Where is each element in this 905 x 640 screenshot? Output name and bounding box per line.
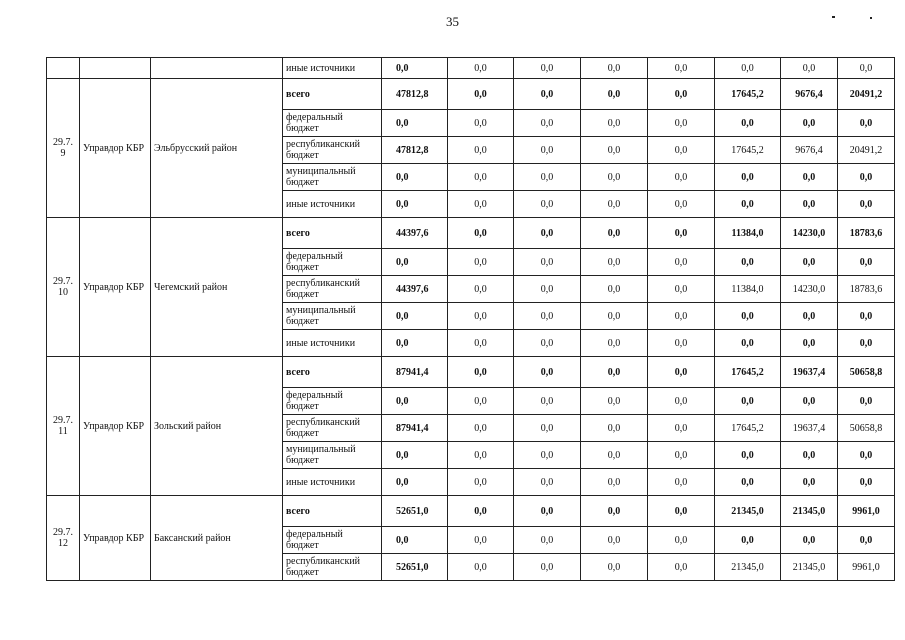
amount-cell: 0,0 xyxy=(514,469,581,496)
table-row xyxy=(47,357,895,388)
item-code-cell: 29.7. 9 xyxy=(47,79,80,218)
amount-cell: 0,0 xyxy=(581,469,648,496)
amount-cell: 11384,0 xyxy=(715,276,781,303)
amount-cell: 20491,2 xyxy=(838,79,895,110)
amount-cell: 21345,0 xyxy=(781,496,838,527)
amount-cell: 0,0 xyxy=(448,164,514,191)
funding-source-cell: республиканский бюджет xyxy=(283,415,382,442)
district-cell: Зольский район xyxy=(151,357,283,496)
page-number: 35 xyxy=(446,14,459,29)
amount-cell: 0,0 xyxy=(382,164,448,191)
amount-cell: 0,0 xyxy=(648,249,715,276)
funding-source-cell: всего xyxy=(283,357,382,388)
amount-cell: 87941,4 xyxy=(382,357,448,388)
amount-cell: 0,0 xyxy=(382,527,448,554)
amount-cell: 0,0 xyxy=(715,442,781,469)
amount-cell: 0,0 xyxy=(581,388,648,415)
amount-cell: 0,0 xyxy=(514,164,581,191)
amount-cell: 9676,4 xyxy=(781,79,838,110)
amount-cell: 0,0 xyxy=(448,191,514,218)
amount-cell: 21345,0 xyxy=(715,496,781,527)
funding-source-cell: федеральный бюджет xyxy=(283,527,382,554)
amount-cell: 0,0 xyxy=(648,276,715,303)
amount-cell: 0,0 xyxy=(448,527,514,554)
amount-cell: 0,0 xyxy=(448,137,514,164)
amount-cell: 0,0 xyxy=(838,58,895,79)
amount-cell: 0,0 xyxy=(781,330,838,357)
amount-cell: 0,0 xyxy=(781,527,838,554)
amount-cell: 0,0 xyxy=(648,79,715,110)
amount-cell: 0,0 xyxy=(581,357,648,388)
item-code-cell: 29.7. 11 xyxy=(47,357,80,496)
amount-cell: 0,0 xyxy=(715,58,781,79)
amount-cell: 0,0 xyxy=(648,58,715,79)
amount-cell: 0,0 xyxy=(648,303,715,330)
amount-cell: 0,0 xyxy=(514,303,581,330)
funding-source-cell: федеральный бюджет xyxy=(283,388,382,415)
amount-cell: 0,0 xyxy=(448,415,514,442)
amount-cell: 0,0 xyxy=(648,357,715,388)
amount-cell: 0,0 xyxy=(648,330,715,357)
item-code-cell: 29.7. 10 xyxy=(47,218,80,357)
amount-cell: 0,0 xyxy=(382,58,448,79)
amount-cell: 0,0 xyxy=(838,330,895,357)
amount-cell: 14230,0 xyxy=(781,276,838,303)
amount-cell: 0,0 xyxy=(581,191,648,218)
amount-cell: 44397,6 xyxy=(382,218,448,249)
funding-source-cell: республиканский бюджет xyxy=(283,554,382,581)
amount-cell: 14230,0 xyxy=(781,218,838,249)
amount-cell: 0,0 xyxy=(648,164,715,191)
amount-cell: 0,0 xyxy=(514,110,581,137)
amount-cell: 0,0 xyxy=(514,276,581,303)
amount-cell: 0,0 xyxy=(581,110,648,137)
amount-cell: 0,0 xyxy=(715,164,781,191)
amount-cell: 0,0 xyxy=(448,58,514,79)
amount-cell: 0,0 xyxy=(448,249,514,276)
amount-cell: 0,0 xyxy=(382,469,448,496)
amount-cell: 47812,8 xyxy=(382,79,448,110)
amount-cell: 0,0 xyxy=(781,249,838,276)
amount-cell: 0,0 xyxy=(715,249,781,276)
amount-cell: 0,0 xyxy=(581,164,648,191)
amount-cell: 0,0 xyxy=(781,469,838,496)
amount-cell: 0,0 xyxy=(581,303,648,330)
amount-cell: 0,0 xyxy=(448,496,514,527)
amount-cell: 0,0 xyxy=(781,388,838,415)
table-row xyxy=(47,58,895,79)
amount-cell: 0,0 xyxy=(838,442,895,469)
funding-source-cell: федеральный бюджет xyxy=(283,110,382,137)
amount-cell: 0,0 xyxy=(648,191,715,218)
amount-cell: 0,0 xyxy=(514,442,581,469)
amount-cell: 0,0 xyxy=(838,303,895,330)
amount-cell: 0,0 xyxy=(648,110,715,137)
amount-cell: 20491,2 xyxy=(838,137,895,164)
amount-cell: 18783,6 xyxy=(838,218,895,249)
scan-speck xyxy=(832,16,835,18)
amount-cell: 0,0 xyxy=(514,527,581,554)
amount-cell: 0,0 xyxy=(581,276,648,303)
amount-cell: 0,0 xyxy=(514,388,581,415)
amount-cell: 0,0 xyxy=(514,218,581,249)
amount-cell: 17645,2 xyxy=(715,415,781,442)
amount-cell: 0,0 xyxy=(448,357,514,388)
amount-cell: 0,0 xyxy=(382,110,448,137)
amount-cell: 0,0 xyxy=(382,303,448,330)
amount-cell: 0,0 xyxy=(448,554,514,581)
funding-source-cell: всего xyxy=(283,496,382,527)
amount-cell: 19637,4 xyxy=(781,357,838,388)
funding-source-cell: муниципальный бюджет xyxy=(283,164,382,191)
amount-cell: 0,0 xyxy=(838,110,895,137)
organization-cell xyxy=(80,58,151,79)
funding-source-cell: муниципальный бюджет xyxy=(283,442,382,469)
financing-table xyxy=(46,57,895,581)
amount-cell: 0,0 xyxy=(514,357,581,388)
amount-cell: 0,0 xyxy=(838,388,895,415)
amount-cell: 0,0 xyxy=(781,191,838,218)
table-row xyxy=(47,218,895,249)
amount-cell: 0,0 xyxy=(448,276,514,303)
amount-cell: 0,0 xyxy=(715,469,781,496)
amount-cell: 0,0 xyxy=(581,527,648,554)
amount-cell: 0,0 xyxy=(648,137,715,164)
amount-cell: 0,0 xyxy=(514,249,581,276)
organization-cell: Управдор КБР xyxy=(80,79,151,218)
amount-cell: 0,0 xyxy=(581,442,648,469)
amount-cell: 0,0 xyxy=(382,191,448,218)
amount-cell: 19637,4 xyxy=(781,415,838,442)
amount-cell: 17645,2 xyxy=(715,137,781,164)
amount-cell: 0,0 xyxy=(448,388,514,415)
funding-source-cell: всего xyxy=(283,79,382,110)
amount-cell: 0,0 xyxy=(581,137,648,164)
amount-cell: 0,0 xyxy=(514,330,581,357)
amount-cell: 0,0 xyxy=(781,303,838,330)
district-cell: Эльбрусский район xyxy=(151,79,283,218)
amount-cell: 0,0 xyxy=(581,554,648,581)
amount-cell: 0,0 xyxy=(648,527,715,554)
amount-cell: 50658,8 xyxy=(838,415,895,442)
amount-cell: 0,0 xyxy=(382,388,448,415)
amount-cell: 50658,8 xyxy=(838,357,895,388)
amount-cell: 0,0 xyxy=(781,442,838,469)
amount-cell: 0,0 xyxy=(648,496,715,527)
funding-source-cell: иные источники xyxy=(283,330,382,357)
amount-cell: 0,0 xyxy=(715,388,781,415)
amount-cell: 0,0 xyxy=(448,218,514,249)
funding-source-cell: муниципальный бюджет xyxy=(283,303,382,330)
amount-cell: 0,0 xyxy=(382,442,448,469)
scan-speck xyxy=(870,17,872,19)
amount-cell: 0,0 xyxy=(781,110,838,137)
funding-source-cell: иные источники xyxy=(283,191,382,218)
amount-cell: 0,0 xyxy=(838,164,895,191)
amount-cell: 0,0 xyxy=(514,415,581,442)
amount-cell: 0,0 xyxy=(715,303,781,330)
amount-cell: 0,0 xyxy=(838,249,895,276)
amount-cell: 0,0 xyxy=(514,137,581,164)
amount-cell: 0,0 xyxy=(838,469,895,496)
amount-cell: 21345,0 xyxy=(781,554,838,581)
amount-cell: 0,0 xyxy=(648,388,715,415)
table-body xyxy=(47,58,895,581)
code-cell xyxy=(47,58,80,79)
amount-cell: 17645,2 xyxy=(715,357,781,388)
district-cell: Чегемский район xyxy=(151,218,283,357)
funding-source-cell: республиканский бюджет xyxy=(283,137,382,164)
amount-cell: 0,0 xyxy=(382,249,448,276)
amount-cell: 0,0 xyxy=(581,218,648,249)
amount-cell: 0,0 xyxy=(715,330,781,357)
amount-cell: 0,0 xyxy=(448,469,514,496)
amount-cell: 0,0 xyxy=(514,191,581,218)
funding-source-cell: всего xyxy=(283,218,382,249)
funding-source-cell: федеральный бюджет xyxy=(283,249,382,276)
amount-cell: 0,0 xyxy=(514,58,581,79)
amount-cell: 9961,0 xyxy=(838,496,895,527)
amount-cell: 52651,0 xyxy=(382,554,448,581)
amount-cell: 0,0 xyxy=(514,554,581,581)
amount-cell: 0,0 xyxy=(382,330,448,357)
organization-cell: Управдор КБР xyxy=(80,218,151,357)
amount-cell: 47812,8 xyxy=(382,137,448,164)
amount-cell: 0,0 xyxy=(581,415,648,442)
amount-cell: 18783,6 xyxy=(838,276,895,303)
funding-source-cell: иные источники xyxy=(283,58,382,79)
amount-cell: 0,0 xyxy=(648,218,715,249)
table-row xyxy=(47,79,895,110)
amount-cell: 21345,0 xyxy=(715,554,781,581)
amount-cell: 0,0 xyxy=(715,191,781,218)
district-cell xyxy=(151,58,283,79)
amount-cell: 0,0 xyxy=(838,527,895,554)
funding-source-cell: республиканский бюджет xyxy=(283,276,382,303)
amount-cell: 0,0 xyxy=(581,249,648,276)
amount-cell: 0,0 xyxy=(581,79,648,110)
amount-cell: 0,0 xyxy=(514,496,581,527)
amount-cell: 17645,2 xyxy=(715,79,781,110)
amount-cell: 0,0 xyxy=(448,303,514,330)
amount-cell: 0,0 xyxy=(581,496,648,527)
amount-cell: 0,0 xyxy=(715,527,781,554)
amount-cell: 0,0 xyxy=(448,442,514,469)
amount-cell: 11384,0 xyxy=(715,218,781,249)
amount-cell: 9676,4 xyxy=(781,137,838,164)
amount-cell: 44397,6 xyxy=(382,276,448,303)
amount-cell: 0,0 xyxy=(648,442,715,469)
district-cell: Баксанский район xyxy=(151,496,283,581)
amount-cell: 0,0 xyxy=(781,164,838,191)
amount-cell: 0,0 xyxy=(448,79,514,110)
organization-cell: Управдор КБР xyxy=(80,496,151,581)
item-code-cell: 29.7. 12 xyxy=(47,496,80,581)
table-row xyxy=(47,496,895,527)
amount-cell: 0,0 xyxy=(781,58,838,79)
amount-cell: 87941,4 xyxy=(382,415,448,442)
amount-cell: 0,0 xyxy=(648,469,715,496)
amount-cell: 0,0 xyxy=(448,110,514,137)
funding-source-cell: иные источники xyxy=(283,469,382,496)
amount-cell: 0,0 xyxy=(581,330,648,357)
amount-cell: 0,0 xyxy=(648,554,715,581)
amount-cell: 0,0 xyxy=(448,330,514,357)
amount-cell: 0,0 xyxy=(648,415,715,442)
amount-cell: 0,0 xyxy=(581,58,648,79)
amount-cell: 0,0 xyxy=(838,191,895,218)
amount-cell: 52651,0 xyxy=(382,496,448,527)
amount-cell: 9961,0 xyxy=(838,554,895,581)
amount-cell: 0,0 xyxy=(715,110,781,137)
organization-cell: Управдор КБР xyxy=(80,357,151,496)
amount-cell: 0,0 xyxy=(514,79,581,110)
